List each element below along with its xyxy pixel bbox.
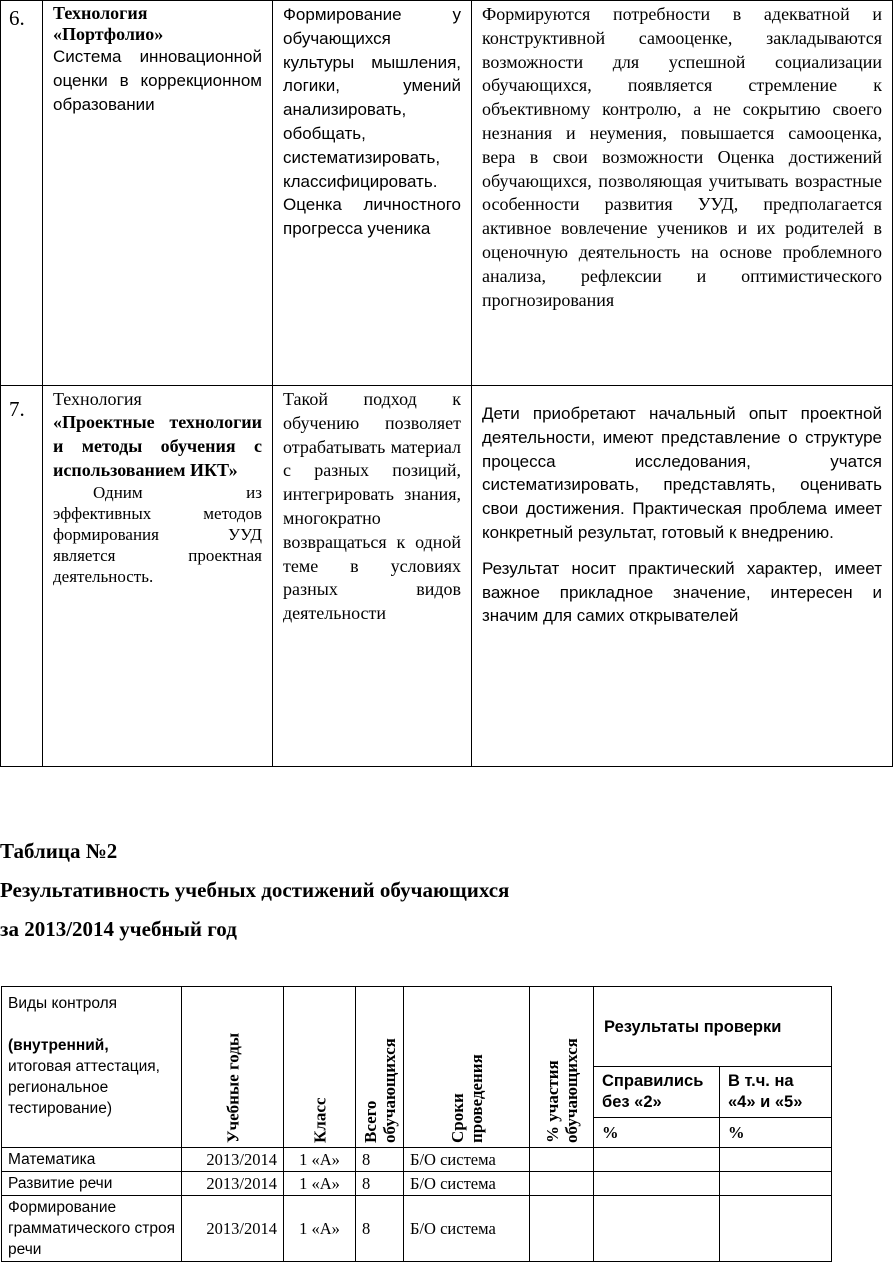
technology-description: Одним из эффективных методов формирования УУД является проектная деятельность. — [53, 483, 262, 587]
class-cell: 1 «А» — [284, 1172, 356, 1196]
caption-year: за 2013/2014 учебный год — [0, 917, 237, 941]
total-header-line2: обучающихся — [379, 1038, 399, 1143]
year-cell: 2013/2014 — [182, 1196, 284, 1262]
percent-good: % — [720, 1118, 832, 1148]
control-header-rest: итоговая аттестация, региональное тестирование) — [8, 1058, 160, 1117]
technology-title-prefix: Технология — [53, 389, 142, 409]
table-row — [2, 1172, 832, 1196]
participation-cell — [530, 1172, 594, 1196]
year-cell: 2013/2014 — [182, 1148, 284, 1172]
passed-cell — [594, 1196, 720, 1262]
participation-cell — [530, 1148, 594, 1172]
good-cell — [720, 1196, 832, 1262]
table-row — [1, 386, 893, 767]
class-header — [284, 987, 356, 1148]
result-text: Формируются потребности в адекватной и конструктивной самооценке, закладываются возможности для успешной социализации обучающихся, появляется стремление к объективному контролю, а не сокрытию своего незнания и неумения, повышается самооценка, вера в свои возможности Оценка достижений обучающихся, позволяющая учитывать возрастные особенности развития УУД, предполагается активное вовлечение учеников и их родителей в оценочную деятельность на основе проблемного анализа, рефлексии и оптимистического прогнозирования — [482, 4, 882, 310]
row-number: 7. — [1, 386, 43, 767]
technology-description: Система инновационной оценки в коррекционном образовании — [53, 47, 262, 114]
participation-header — [530, 987, 594, 1148]
terms-header-line2: проведения — [466, 1054, 486, 1143]
result-cell — [472, 386, 893, 767]
table-row — [2, 1196, 832, 1262]
total-cell: 8 — [356, 1148, 404, 1172]
participation-cell — [530, 1196, 594, 1262]
passed-header: Справились без «2» — [594, 1067, 720, 1118]
years-header-text: Учебные годы — [223, 1032, 242, 1143]
subject-cell: Формирование грамматического строя речи — [2, 1196, 182, 1262]
table-caption — [0, 832, 509, 949]
row-number: 6. — [1, 1, 43, 386]
passed-cell — [594, 1172, 720, 1196]
year-cell: 2013/2014 — [182, 1172, 284, 1196]
control-header-line: Виды контроля — [8, 995, 118, 1012]
class-header-text: Класс — [310, 1097, 329, 1143]
caption-title: Результативность учебных достижений обучающихся — [0, 878, 510, 902]
total-header-line1: Всего — [360, 1100, 380, 1143]
results-header: Результаты проверки — [594, 987, 832, 1067]
class-cell: 1 «А» — [284, 1148, 356, 1172]
terms-header — [404, 987, 530, 1148]
technology-title: Технология «Портфолио» — [53, 3, 164, 44]
technology-cell — [43, 1, 273, 386]
caption-table-number: Таблица №2 — [0, 839, 118, 863]
class-cell: 1 «А» — [284, 1196, 356, 1262]
header-row — [2, 987, 832, 1067]
goal-cell — [273, 386, 472, 767]
good-header: В т.ч. на «4» и «5» — [720, 1067, 832, 1118]
term-cell: Б/О система — [404, 1172, 530, 1196]
years-header — [182, 987, 284, 1148]
goal-text: Такой подход к обучению позволяет отрабатывать материал с разных позиций, интегрировать знания, многократно возвращаться к одной теме в условиях разных видов деятельности — [283, 389, 461, 624]
terms-header-text — [448, 1054, 486, 1143]
good-cell — [720, 1172, 832, 1196]
participation-header-line2: обучающихся — [561, 1038, 581, 1143]
goal-cell — [273, 1, 472, 386]
total-header-text — [361, 1038, 399, 1143]
results-table — [1, 986, 832, 1262]
subject-cell: Математика — [2, 1148, 182, 1172]
term-cell: Б/О система — [404, 1148, 530, 1172]
good-cell — [720, 1148, 832, 1172]
terms-header-line1: Сроки — [447, 1093, 467, 1143]
participation-header-text — [543, 1038, 581, 1143]
result-text-1: Дети приобретают начальный опыт проектной деятельности, имеют представление о структуре процесса исследования, учатся систематизировать, представлять, оценивать свои достижения. Практическая проблема имеет конкретный результат, готовый к внедрению. — [482, 404, 882, 542]
control-types-header — [2, 987, 182, 1148]
passed-cell — [594, 1148, 720, 1172]
technology-title: «Проектные технологии и методы обучения с использованием ИКТ» — [53, 412, 262, 480]
term-cell: Б/О система — [404, 1196, 530, 1262]
total-cell: 8 — [356, 1172, 404, 1196]
control-header-bold: (внутренний, — [8, 1037, 109, 1054]
total-cell: 8 — [356, 1196, 404, 1262]
result-text-2: Результат носит практический характер, имеет важное прикладное значение, интересен и значим для самих открывателей — [482, 558, 882, 626]
subject-cell: Развитие речи — [2, 1172, 182, 1196]
total-header — [356, 987, 404, 1148]
table-row — [2, 1148, 832, 1172]
goal-text: Формирование у обучающихся культуры мышления, логики, умений анализировать, обобщать, систематизировать, классифицировать. Оценка личностного прогресса ученика — [283, 5, 461, 239]
percent-passed: % — [594, 1118, 720, 1148]
result-cell — [472, 1, 893, 386]
table-row — [1, 1, 893, 386]
participation-header-line1: % участия — [542, 1060, 562, 1143]
technology-cell — [43, 386, 273, 767]
